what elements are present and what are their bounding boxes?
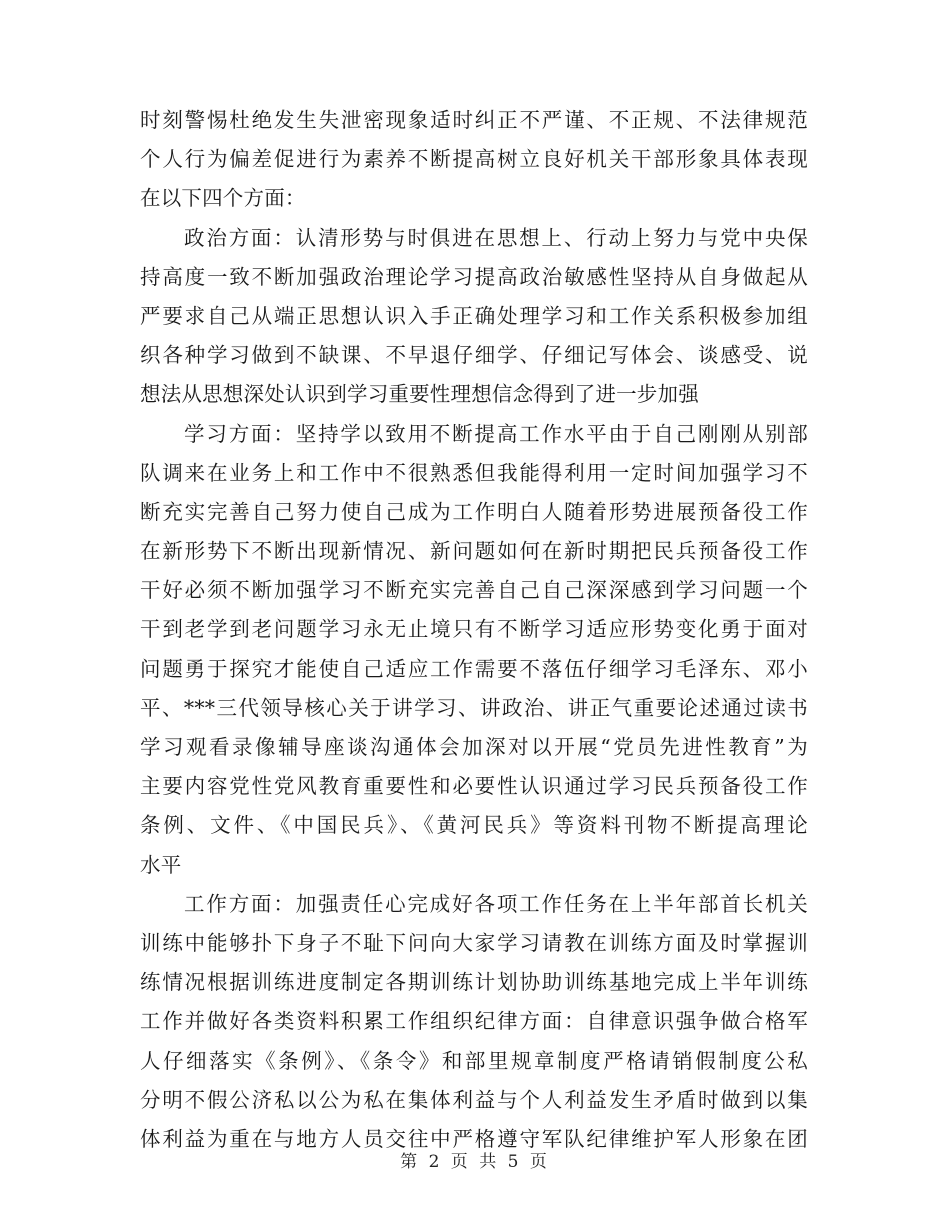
text-line: 主要内容党性党风教育重要性和必要性认识通过学习民兵预备役工作 [140, 774, 808, 799]
text-line: 干好必须不断加强学习不断充实完善自己自己深深感到学习问题一个 [140, 578, 808, 603]
text-line: 平、***三代领导核心关于讲学习、讲政治、讲正气重要论述通过读书 [140, 695, 808, 720]
text-line: 人仔细落实《条例》、《条令》和部里规章制度严格请销假制度公私 [140, 1048, 808, 1073]
text-line: 政治方面：认清形势与时俱进在思想上、行动上努力与党中央保 [184, 225, 808, 250]
text-line: 持高度一致不断加强政治理论学习提高政治敏感性坚持从自身做起从 [140, 264, 808, 289]
text-line: 体利益为重在与地方人员交往中严格遵守军队纪律维护军人形象在团 [140, 1126, 808, 1151]
text-line: 学习方面：坚持学以致用不断提高工作水平由于自己刚刚从别部 [184, 421, 808, 446]
text-line: 在以下四个方面： [140, 186, 306, 211]
page-number-footer: 第 2 页 共 5 页 [400, 1152, 550, 1172]
text-line: 学习观看录像辅导座谈沟通体会加深对以开展“党员先进性教育”为 [140, 735, 808, 759]
text-line: 训练中能够扑下身子不耻下问向大家学习请教在训练方面及时掌握训 [140, 930, 808, 955]
text-line: 分明不假公济私以公为私在集体利益与个人利益发生矛盾时做到以集 [140, 1087, 808, 1112]
text-line: 织各种学习做到不缺课、不早退仔细学、仔细记写体会、谈感受、说 [140, 343, 808, 368]
text-line: 在新形势下不断出现新情况、新问题如何在新时期把民兵预备役工作 [140, 539, 808, 564]
text-line: 练情况根据训练进度制定各期训练计划协助训练基地完成上半年训练 [140, 970, 808, 995]
text-line: 工作方面：加强责任心完成好各项工作任务在上半年部首长机关 [184, 891, 808, 916]
text-line: 条例、文件、《中国民兵》、《黄河民兵》等资料刊物不断提高理论 [140, 813, 808, 838]
text-line: 队调来在业务上和工作中不很熟悉但我能得利用一定时间加强学习不 [140, 460, 808, 485]
text-line: 水平 [140, 852, 182, 877]
text-line: 个人行为偏差促进行为素养不断提高树立良好机关干部形象具体表现 [140, 147, 808, 172]
document-body [140, 101, 808, 1159]
text-line: 想法从思想深处认识到学习重要性理想信念得到了进一步加强 [140, 382, 699, 407]
text-line: 严要求自己从端正思想认识入手正确处理学习和工作关系积极参加组 [140, 303, 808, 328]
text-line: 断充实完善自己努力使自己成为工作明白人随着形势进展预备役工作 [140, 499, 808, 524]
text-line: 问题勇于探究才能使自己适应工作需要不落伍仔细学习毛泽东、邓小 [140, 656, 808, 681]
text-line: 工作并做好各类资料积累工作组织纪律方面：自律意识强争做合格军 [140, 1009, 808, 1034]
text-line: 干到老学到老问题学习永无止境只有不断学习适应形势变化勇于面对 [140, 617, 808, 642]
text-line: 时刻警惕杜绝发生失泄密现象适时纠正不严谨、不正规、不法律规范 [140, 108, 808, 132]
